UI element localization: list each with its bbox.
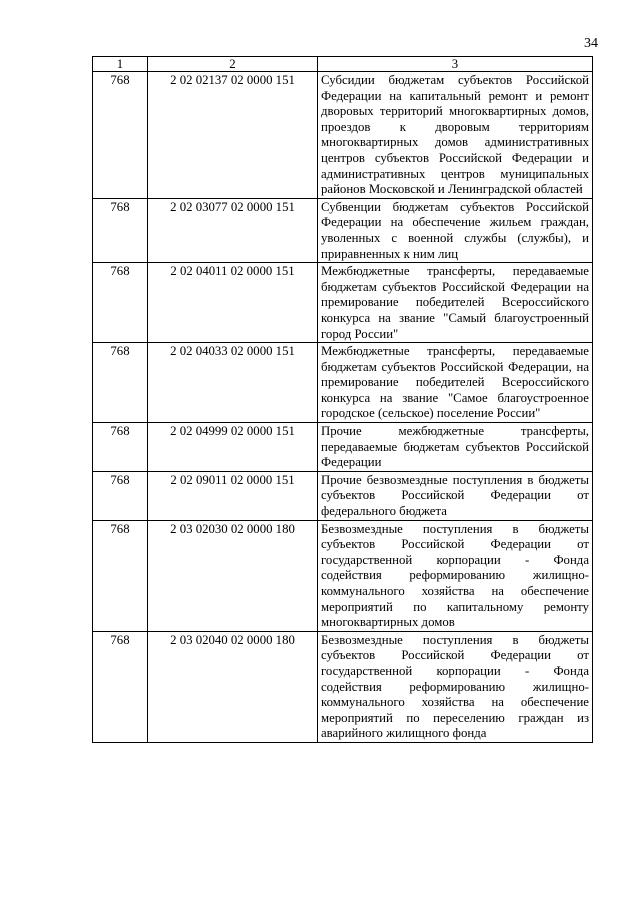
revenue-description-cell: Субвенции бюджетам субъектов Российской Федерации на обеспечение жильем граждан, уволенных с военной службы (службы), и приравненных к ним лиц (318, 198, 593, 262)
revenue-code-cell: 2 02 02137 02 0000 151 (148, 72, 318, 199)
administrator-code-cell: 768 (93, 343, 148, 423)
administrator-code-cell: 768 (93, 520, 148, 631)
revenue-description-cell: Прочие безвозмездные поступления в бюджеты субъектов Российской Федерации от федерального бюджета (318, 471, 593, 520)
table-row (93, 423, 593, 472)
revenue-code-cell: 2 02 03077 02 0000 151 (148, 198, 318, 262)
revenue-description-cell: Безвозмездные поступления в бюджеты субъектов Российской Федерации от государственной корпорации - Фонда содействия реформированию жилищно-коммунального хозяйства на обеспечение мероприятий по капитальному ремонту многоквартирных домов (318, 520, 593, 631)
revenue-code-cell: 2 02 04999 02 0000 151 (148, 423, 318, 472)
table-row (93, 198, 593, 262)
table-header-row (93, 57, 593, 72)
table-row (93, 72, 593, 199)
revenue-description-cell: Субсидии бюджетам субъектов Российской Федерации на капитальный ремонт и ремонт дворовых территорий многоквартирных домов, проездов к дворовым территориям многоквартирных домов административных центров субъектов Российской Федерации и административных центров муниципальных районов Московской и Ленинградской областей (318, 72, 593, 199)
table-row (93, 631, 593, 742)
revenue-code-cell: 2 02 04011 02 0000 151 (148, 263, 318, 343)
column-header-3: 3 (318, 57, 593, 72)
table-row (93, 471, 593, 520)
revenue-code-cell: 2 02 04033 02 0000 151 (148, 343, 318, 423)
table-row (93, 343, 593, 423)
budget-codes-table (92, 56, 593, 743)
administrator-code-cell: 768 (93, 631, 148, 742)
administrator-code-cell: 768 (93, 423, 148, 472)
administrator-code-cell: 768 (93, 471, 148, 520)
column-header-1: 1 (93, 57, 148, 72)
revenue-description-cell: Прочие межбюджетные трансферты, передаваемые бюджетам субъектов Российской Федерации (318, 423, 593, 472)
revenue-code-cell: 2 03 02040 02 0000 180 (148, 631, 318, 742)
revenue-description-cell: Безвозмездные поступления в бюджеты субъектов Российской Федерации от государственной корпорации - Фонда содействия реформированию жилищно-коммунального хозяйства на обеспечение мероприятий по переселению граждан из аварийного жилищного фонда (318, 631, 593, 742)
administrator-code-cell: 768 (93, 72, 148, 199)
revenue-code-cell: 2 03 02030 02 0000 180 (148, 520, 318, 631)
administrator-code-cell: 768 (93, 263, 148, 343)
column-header-2: 2 (148, 57, 318, 72)
table-row (93, 263, 593, 343)
page-number: 34 (584, 36, 598, 51)
revenue-description-cell: Межбюджетные трансферты, передаваемые бюджетам субъектов Российской Федерации, на премирование победителей Всероссийского конкурса на звание "Самое благоустроенное городское (сельское) поселение России" (318, 343, 593, 423)
table-row (93, 520, 593, 631)
administrator-code-cell: 768 (93, 198, 148, 262)
revenue-description-cell: Межбюджетные трансферты, передаваемые бюджетам субъектов Российской Федерации на премирование победителей Всероссийского конкурса на звание "Самый благоустроенный город России" (318, 263, 593, 343)
revenue-code-cell: 2 02 09011 02 0000 151 (148, 471, 318, 520)
